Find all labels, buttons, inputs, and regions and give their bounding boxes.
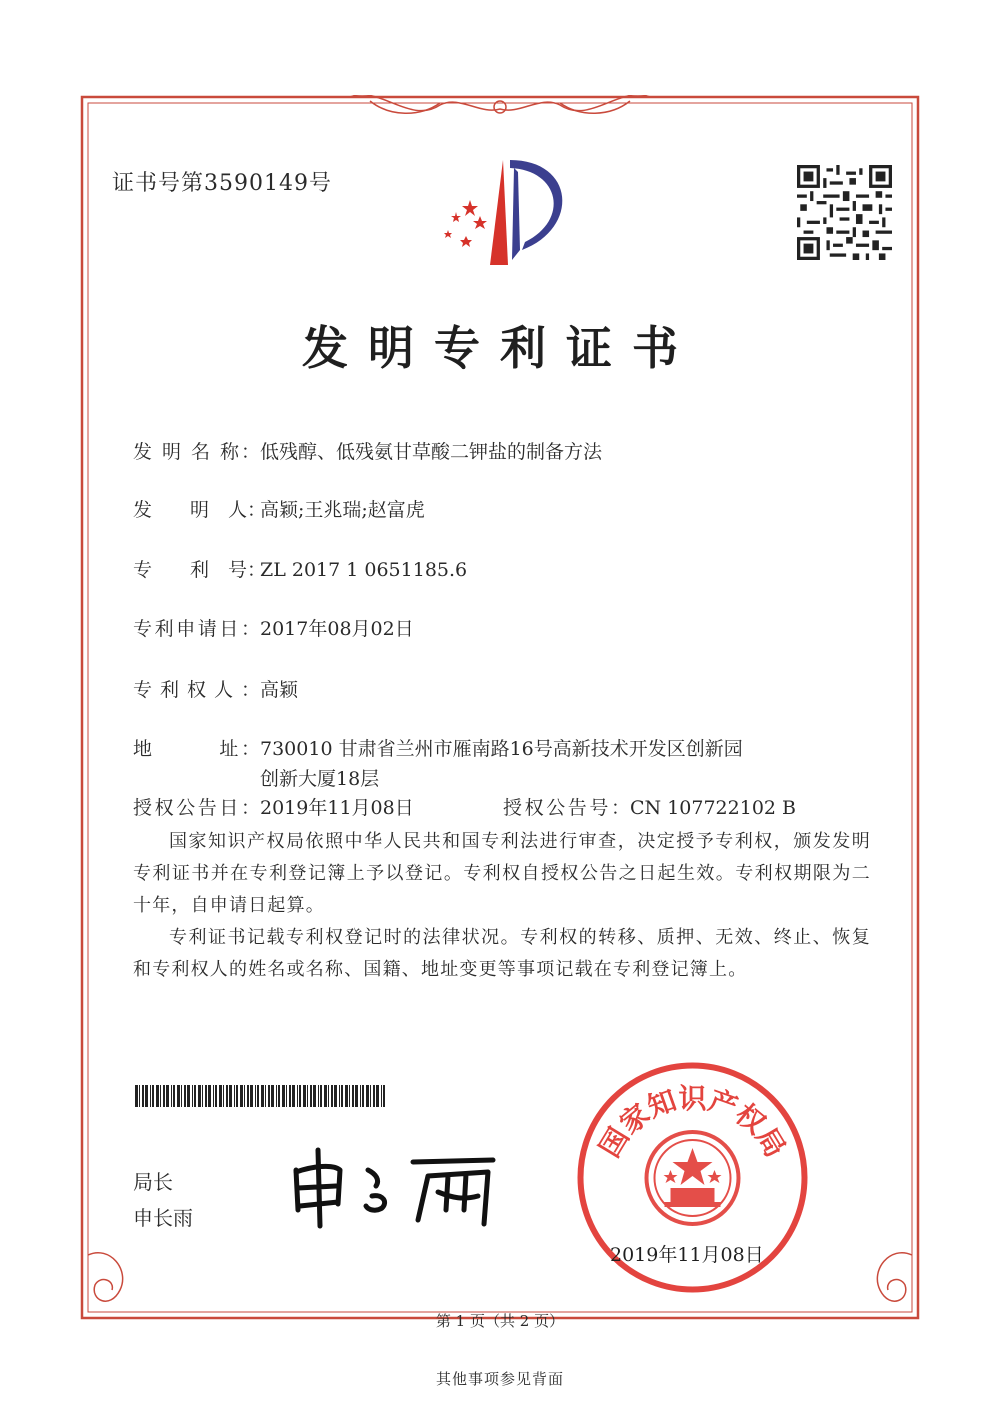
inventor-value: 高颖;王兆瑞;赵富虎 (260, 499, 425, 521)
seal-text: 国家知识产权局 (592, 1081, 793, 1164)
invention-name-label: 发 明 名 称： (133, 441, 260, 463)
grant-number-value: CN 107722102 B (630, 797, 796, 819)
filing-date-value: 2017年08月02日 (260, 618, 414, 640)
barcode-icon (135, 1085, 387, 1107)
address-line-1: 730010 甘肃省兰州市雁南路16号高新技术开发区创新园 (260, 738, 743, 760)
top-ornament (350, 95, 650, 113)
director-signature-icon (288, 1140, 508, 1230)
patent-office-logo-icon (430, 150, 580, 275)
patent-number-value: ZL 2017 1 0651185.6 (260, 559, 468, 581)
director-title: 局长 (133, 1170, 173, 1194)
certificate-number: 证书号第3590149号 (112, 171, 332, 196)
field-invention-name (133, 437, 602, 467)
director-name: 申长雨 (133, 1206, 193, 1230)
field-inventor (133, 495, 425, 525)
qr-code-icon (797, 165, 892, 260)
grant-date-value: 2019年11月08日 (260, 797, 414, 819)
field-grant-number (503, 793, 796, 823)
patentee-label: 专利权人： (133, 679, 260, 701)
legal-paragraph-2: 专利证书记载专利权登记时的法律状况。专利权的转移、质押、无效、终止、恢复和专利权人的姓名或名称、国籍、地址变更等事项记载在专利登记簿上。 (133, 927, 871, 980)
field-filing-date (133, 614, 414, 644)
patent-number-label: 专 利 号： (133, 559, 267, 581)
address-label: 地 址： (133, 738, 260, 760)
legal-paragraph-1: 国家知识产权局依照中华人民共和国专利法进行审查，决定授予专利权，颁发发明专利证书并在专利登记簿上予以登记。专利权自授权公告之日起生效。专利权期限为二十年，自申请日起算。 (133, 831, 871, 916)
field-patent-number (133, 555, 467, 585)
footer-note: 其他事项参见背面 (435, 1370, 564, 1388)
field-grant-date (133, 793, 414, 823)
corner-ornament-left (88, 1253, 123, 1301)
patentee-value: 高颖 (260, 679, 299, 701)
page-number: 第 1 页（共 2 页） (435, 1312, 565, 1330)
inventor-label: 发 明 人： (133, 499, 267, 521)
field-address (133, 734, 743, 794)
seal-date: 2019年11月08日 (610, 1244, 764, 1266)
invention-name-value: 低残醇、低残氨甘草酸二钾盐的制备方法 (260, 441, 603, 463)
address-line-2: 创新大厦18层 (260, 768, 380, 790)
field-patentee (133, 675, 298, 705)
grant-date-label: 授权公告日： (133, 797, 260, 819)
address-value (260, 734, 743, 794)
grant-number-label: 授权公告号： (503, 797, 630, 819)
filing-date-label: 专利申请日： (133, 618, 260, 640)
certificate-title: 发明专利证书 (302, 321, 698, 375)
corner-ornament-right (877, 1253, 912, 1301)
